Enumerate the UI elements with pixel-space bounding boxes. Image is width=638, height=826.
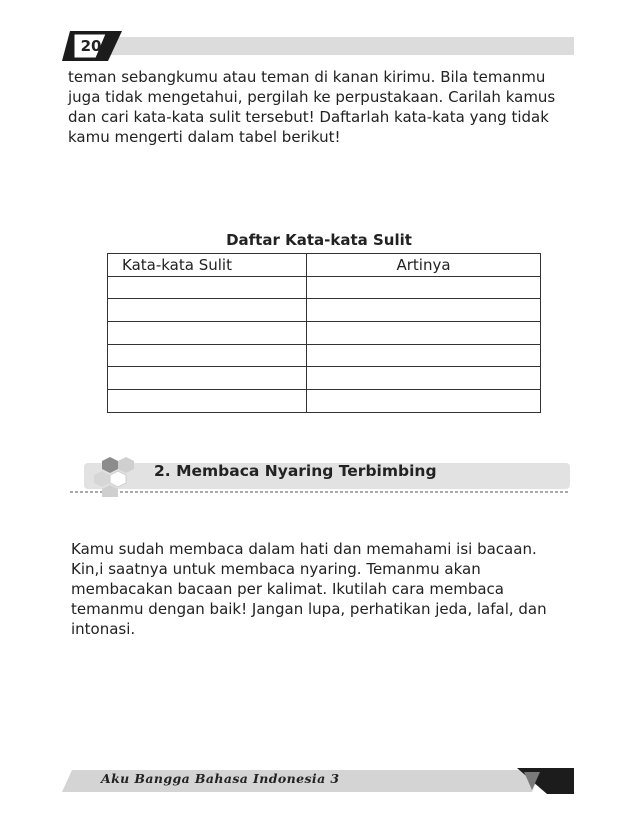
- table-header-row: [108, 254, 541, 277]
- table-cell: [108, 367, 307, 390]
- header-bar: [62, 31, 574, 61]
- difficult-words-table: [107, 253, 541, 413]
- body-line: intonasi.: [71, 620, 136, 638]
- body-line: Kamu sudah membaca dalam hati dan memahami isi bacaan.: [71, 540, 537, 558]
- body-line: Kin,i saatnya untuk membaca nyaring. Temanmu akan: [71, 560, 481, 578]
- table-cell: [307, 276, 541, 299]
- table-cell: [307, 299, 541, 322]
- intro-line: teman sebangkumu atau teman di kanan kirimu. Bila temanmu: [68, 68, 546, 86]
- intro-paragraph: [68, 67, 568, 147]
- body-paragraph: [71, 539, 571, 639]
- table-row: [108, 276, 541, 299]
- table-cell: [307, 367, 541, 390]
- table-cell: [307, 390, 541, 413]
- table-title: Daftar Kata-kata Sulit: [226, 231, 412, 249]
- intro-line: juga tidak mengetahui, pergilah ke perpustakaan. Carilah kamus: [68, 88, 556, 106]
- table-row: [108, 390, 541, 413]
- table-row: [108, 367, 541, 390]
- table-row: [108, 322, 541, 345]
- table-row: [108, 344, 541, 367]
- table-cell: [108, 344, 307, 367]
- table-cell: [307, 322, 541, 345]
- section-title: 2. Membaca Nyaring Terbimbing: [154, 462, 437, 480]
- body-line: temanmu dengan baik! Jangan lupa, perhatikan jeda, lafal, dan: [71, 600, 547, 618]
- table-cell: [108, 390, 307, 413]
- page-number: 20: [80, 37, 102, 55]
- footer-book-title: Aku Bangga Bahasa Indonesia 3: [101, 771, 340, 786]
- table-cell: [108, 276, 307, 299]
- table-cell: [307, 344, 541, 367]
- table-cell: [108, 299, 307, 322]
- column-header-meaning: Artinya: [307, 254, 541, 277]
- table-row: [108, 299, 541, 322]
- table-cell: [108, 322, 307, 345]
- column-header-words: Kata-kata Sulit: [108, 254, 307, 277]
- intro-line: kamu mengerti dalam tabel berikut!: [68, 128, 341, 146]
- body-line: membacakan bacaan per kalimat. Ikutilah cara membaca: [71, 580, 504, 598]
- intro-line: dan cari kata-kata sulit tersebut! Daftarlah kata-kata yang tidak: [68, 108, 549, 126]
